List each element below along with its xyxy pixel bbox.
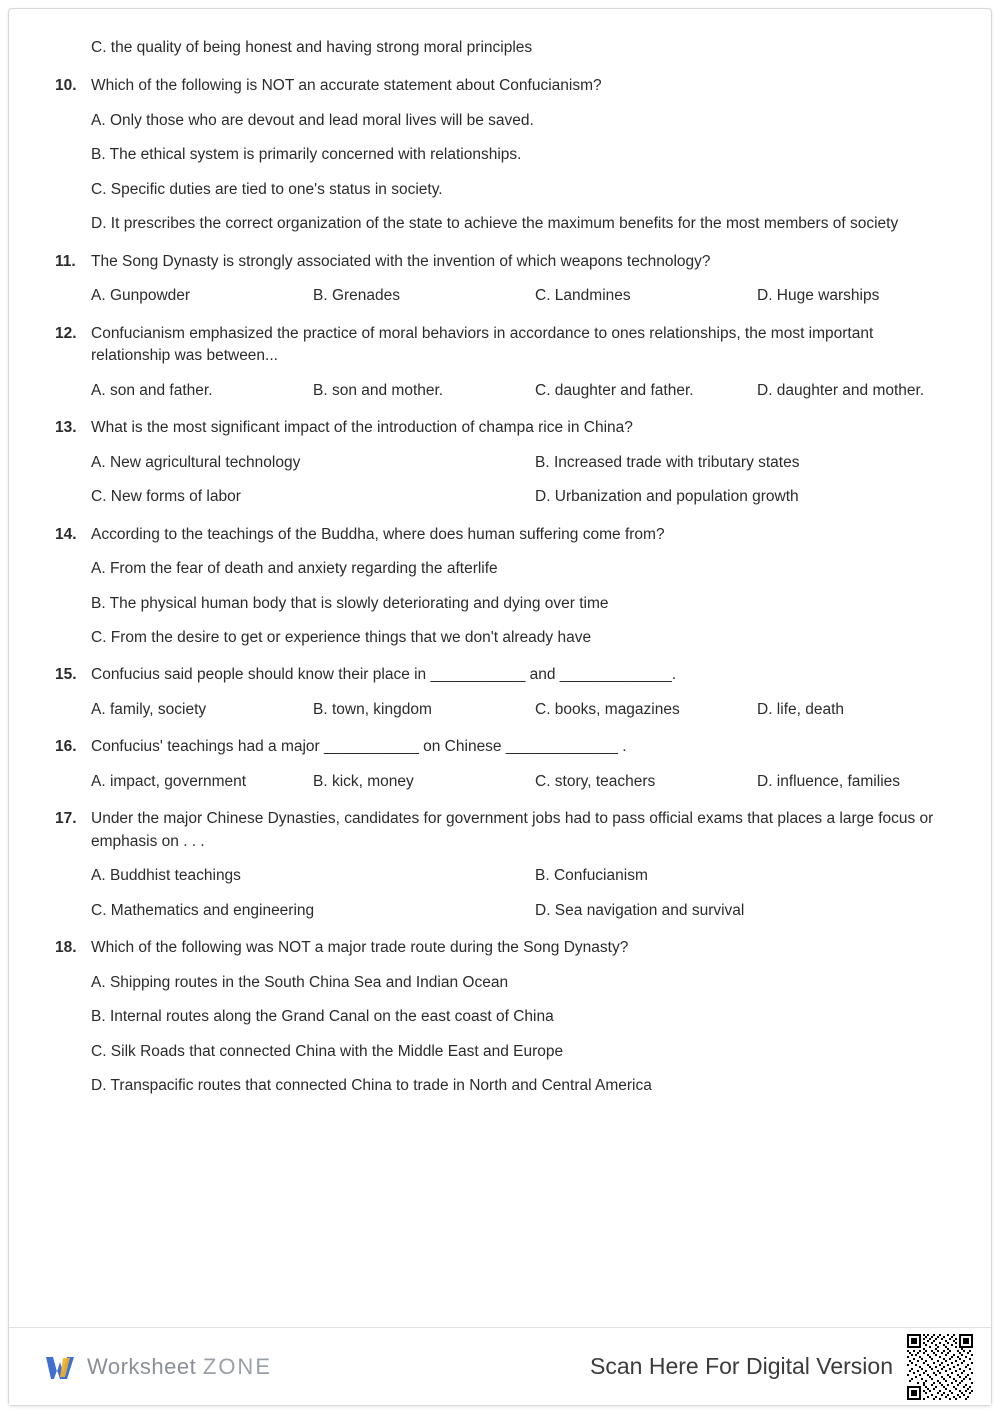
choice-option[interactable]: C. story, teachers: [535, 772, 656, 790]
choice-option[interactable]: D. Sea navigation and survival: [535, 901, 745, 919]
choice-list: [91, 699, 945, 721]
question-block-13: [55, 417, 945, 523]
question-text: The Song Dynasty is strongly associated with the invention of which weapons technology?: [91, 252, 711, 270]
choice-option[interactable]: D. Urbanization and population growth: [535, 488, 799, 506]
brand-name: Worksheet: [87, 1353, 197, 1379]
choice-option[interactable]: D. It prescribes the correct organization of the state to achieve the maximum benefits for the most members of society: [91, 215, 899, 233]
choice-option[interactable]: D. Transpacific routes that connected China to trade in North and Central America: [91, 1077, 652, 1095]
choice-option[interactable]: D. Huge warships: [757, 287, 880, 305]
choice-option[interactable]: A. Buddhist teachings: [91, 867, 241, 885]
question-text: Under the major Chinese Dynasties, candidates for government jobs had to pass official exams that places a large focus or emphasis on . . .: [91, 810, 934, 850]
qr-code[interactable]: [907, 1334, 973, 1400]
question-text: Confucius said people should know their place in ___________ and _____________.: [91, 666, 677, 684]
question-number: 13.: [55, 419, 77, 437]
question-number: 15.: [55, 666, 77, 684]
question-block-10: [55, 75, 945, 250]
choice-option[interactable]: C. Landmines: [535, 287, 631, 305]
choice-option[interactable]: B. The physical human body that is slowly deteriorating and dying over time: [91, 594, 609, 612]
question-block-15: [55, 664, 945, 736]
choice-option[interactable]: A. impact, government: [91, 772, 247, 790]
question-heading: [55, 524, 945, 546]
choice-row: [91, 486, 945, 508]
choice-option[interactable]: D. influence, families: [757, 772, 901, 790]
choice-option[interactable]: C. New forms of labor: [91, 488, 241, 506]
question-number: 16.: [55, 738, 77, 756]
choice-row: [91, 452, 945, 474]
question-block-14: [55, 524, 945, 665]
choice-option[interactable]: A. Only those who are devout and lead moral lives will be saved.: [91, 111, 534, 129]
choice-option[interactable]: B. kick, money: [313, 772, 414, 790]
scan-instruction: Scan Here For Digital Version: [590, 1353, 893, 1379]
choice-option[interactable]: B. Grenades: [313, 287, 401, 305]
choice-option[interactable]: A. family, society: [91, 700, 207, 718]
question-heading: [55, 937, 945, 959]
question-number: 18.: [55, 939, 77, 957]
choice-row: [91, 900, 945, 922]
question-number: 17.: [55, 810, 77, 828]
choice-list: [91, 558, 945, 649]
question-number: 14.: [55, 525, 77, 543]
worksheet-page: [8, 8, 992, 1406]
question-block-16: [55, 736, 945, 808]
logo-icon: [43, 1350, 77, 1384]
choice-list: [91, 865, 945, 922]
question-number: 12.: [55, 324, 77, 342]
choice-option[interactable]: A. New agricultural technology: [91, 453, 301, 471]
choice-option[interactable]: A. Shipping routes in the South China Sea and Indian Ocean: [91, 973, 509, 991]
question-heading: [55, 736, 945, 758]
question-block-12: [55, 323, 945, 417]
choice-option[interactable]: C. books, magazines: [535, 700, 680, 718]
question-heading: [55, 664, 945, 686]
choice-option[interactable]: C. Specific duties are tied to one's status in society.: [91, 180, 443, 198]
choice-option[interactable]: C. daughter and father.: [535, 381, 694, 399]
choice-list: [91, 972, 945, 1098]
question-block-17: [55, 808, 945, 937]
question-heading: [55, 251, 945, 273]
choice-option[interactable]: B. Increased trade with tributary states: [535, 453, 800, 471]
choice-list: [91, 452, 945, 509]
question-heading: [55, 808, 945, 853]
choice-option[interactable]: D. daughter and mother.: [757, 381, 925, 399]
question-number: 11.: [55, 252, 76, 270]
brand-label: [87, 1354, 272, 1380]
question-number: 10.: [55, 77, 77, 95]
question-text: Confucius' teachings had a major ___________ on Chinese _____________ .: [91, 738, 627, 756]
worksheet-zone-logo[interactable]: [43, 1350, 272, 1384]
choice-list: [91, 771, 945, 793]
question-text: According to the teachings of the Buddha, where does human suffering come from?: [91, 525, 665, 543]
question-block-11: [55, 251, 945, 323]
choice-option[interactable]: C. From the desire to get or experience things that we don't already have: [91, 628, 592, 646]
orphan-choice-c: C. the quality of being honest and having strong moral principles: [91, 39, 533, 56]
choice-option[interactable]: A. son and father.: [91, 381, 213, 399]
choice-option[interactable]: A. From the fear of death and anxiety regarding the afterlife: [91, 560, 498, 578]
choice-option[interactable]: B. Confucianism: [535, 867, 648, 885]
brand-suffix: ZONE: [202, 1353, 272, 1379]
choice-list: [91, 285, 945, 307]
choice-list: [91, 380, 945, 402]
choice-list: [91, 110, 945, 236]
question-text: Which of the following was NOT a major trade route during the Song Dynasty?: [91, 939, 629, 957]
choice-option[interactable]: B. The ethical system is primarily concerned with relationships.: [91, 146, 522, 164]
choice-option[interactable]: C. Mathematics and engineering: [91, 901, 315, 919]
choice-option[interactable]: C. Silk Roads that connected China with the Middle East and Europe: [91, 1042, 564, 1060]
question-text: Confucianism emphasized the practice of moral behaviors in accordance to ones relationships, the most important relationship was between...: [91, 324, 874, 365]
question-text: What is the most significant impact of the introduction of champa rice in China?: [91, 419, 633, 437]
worksheet-content: [55, 37, 945, 1113]
choice-option[interactable]: D. life, death: [757, 700, 845, 718]
question-heading: [55, 323, 945, 368]
page-footer: [9, 1327, 991, 1405]
choice-option[interactable]: A. Gunpowder: [91, 287, 191, 305]
question-block-18: [55, 937, 945, 1112]
choice-option[interactable]: B. son and mother.: [313, 381, 444, 399]
choice-option[interactable]: B. town, kingdom: [313, 700, 432, 718]
question-heading: [55, 75, 945, 97]
choice-row: [91, 865, 945, 887]
choice-option[interactable]: B. Internal routes along the Grand Canal on the east coast of China: [91, 1008, 554, 1026]
question-text: Which of the following is NOT an accurate statement about Confucianism?: [91, 77, 602, 95]
question-heading: [55, 417, 945, 439]
